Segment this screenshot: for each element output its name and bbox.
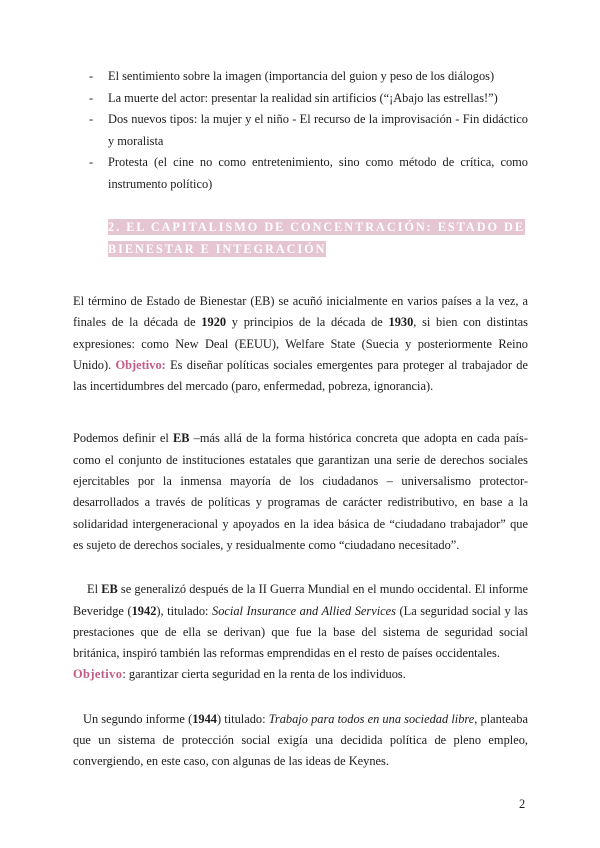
document-page bbox=[73, 66, 528, 773]
text-run: , planteaba que un sistema de protección social exigía una decidida política de pleno empleo, convergiendo, en este caso, con algunas de las ideas de Keynes. bbox=[73, 711, 528, 769]
bullet-item bbox=[73, 66, 528, 88]
text-run: Un segundo informe ( bbox=[83, 711, 193, 726]
text-run: El término de Estado de Bienestar (EB) se acuñó inicialmente en varios países a la vez, a finales de la década de bbox=[73, 294, 528, 330]
bullet-item bbox=[73, 88, 528, 110]
year-1944: 1944 bbox=[192, 711, 217, 726]
bullet-text: Protesta (el cine no como entretenimiento, sino como método de crítica, como instrumento político) bbox=[108, 155, 528, 191]
eb-term: EB bbox=[172, 431, 190, 446]
bullet-text: El sentimiento sobre la imagen (importancia del guion y peso de los diálogos) bbox=[108, 69, 495, 83]
paragraph-beveridge bbox=[73, 579, 528, 664]
year-1942: 1942 bbox=[131, 603, 157, 618]
text-run: Es diseñar políticas sociales emergentes para proteger al trabajador de las incertidumbres del mercado (paro, enfermedad, pobreza, ignorancia). bbox=[73, 357, 528, 394]
objective-label: Objetivo: bbox=[115, 357, 166, 372]
paragraph-definicion-eb bbox=[73, 428, 528, 556]
report-title: Social Insurance and Allied Services bbox=[212, 603, 396, 618]
text-run: –más allá de la forma histórica concreta que adopta en cada país- como el conjunto de instituciones estatales que garantizan una serie de derechos sociales ejercitables por la inmensa mayoría de los ciudadanos – universalismo protector- desarrollados a través de políticas y programas de carácter redistributivo, en base a la solidaridad intergeneracional y apoyados en la idea básica de “ciudadano trabajador” que es sujeto de derechos sociales, y residualmente como “ciudadano necesitado”. bbox=[73, 431, 528, 552]
text-run: El bbox=[87, 582, 102, 597]
text-run: Podemos definir el bbox=[73, 431, 173, 446]
bullet-item bbox=[73, 109, 528, 152]
objective-label: Objetivo bbox=[73, 667, 123, 682]
eb-term: EB bbox=[101, 582, 118, 597]
section-heading-block bbox=[108, 216, 528, 260]
bullet-list bbox=[73, 66, 528, 195]
text-run: ), titulado: bbox=[156, 603, 213, 618]
paragraph-estado-bienestar bbox=[73, 291, 528, 397]
paragraph-objetivo bbox=[73, 664, 528, 685]
section-heading: 2. EL CAPITALISMO DE CONCENTRACIÓN: ESTADO DE BIENESTAR E INTEGRACIÓN bbox=[108, 220, 525, 256]
text-run: : garantizar cierta seguridad en la renta de los individuos. bbox=[122, 667, 406, 682]
bullet-marker: - bbox=[89, 69, 94, 83]
bullet-marker: - bbox=[89, 112, 94, 126]
bullet-text: La muerte del actor: presentar la realidad sin artificios (“¡Abajo las estrellas!”) bbox=[108, 90, 498, 105]
bullet-marker: - bbox=[89, 155, 94, 169]
bullet-marker: - bbox=[89, 90, 94, 105]
text-run: ) titulado: bbox=[216, 711, 269, 726]
bullet-item bbox=[73, 152, 528, 195]
text-run: , si bien con distintas expresiones: como New Deal (EEUU), Welfare State (Suecia y posteriormente Reino Unido). bbox=[73, 315, 528, 372]
paragraph-segundo-informe bbox=[73, 709, 528, 773]
report-title: Trabajo para todos en una sociedad libre bbox=[268, 711, 475, 726]
bullet-text: Dos nuevos tipos: la mujer y el niño - El recurso de la improvisación - Fin didáctico y moralista bbox=[108, 112, 528, 148]
text-run: se generalizó después de la II Guerra Mundial en el mundo occidental. El informe Beveridge ( bbox=[73, 582, 529, 618]
year-1920: 1920 bbox=[201, 315, 227, 330]
text-run: y principios de la década de bbox=[226, 315, 389, 330]
year-1930: 1930 bbox=[388, 315, 414, 330]
page-number: 2 bbox=[519, 797, 526, 811]
text-run: (La seguridad social y las prestaciones que de ella se derivan) que fue la base del sistema de seguridad social británica, inspiró también las reformas emprendidas en el resto de países occidentales. bbox=[73, 603, 528, 661]
